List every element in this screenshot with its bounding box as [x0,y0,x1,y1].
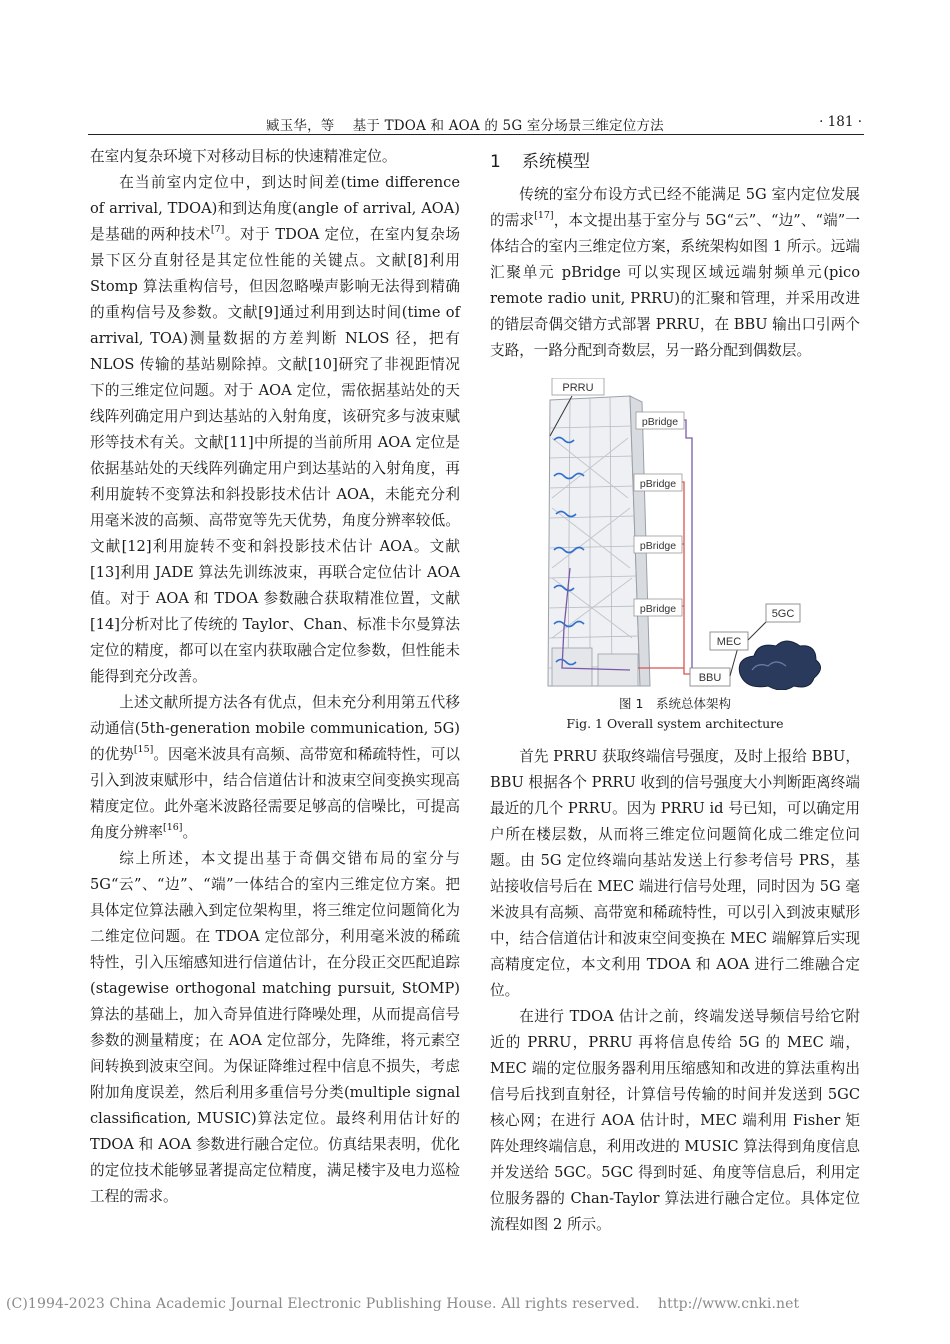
figure-1 [490,378,860,690]
paragraph-tdoa-aoa-estimation: 在进行 TDOA 估计之前，终端发送导频信号给它附近的 PRRU，PRRU 再将信息传给 5G 的 MEC 端，MEC 端的定位服务器利用压缩感知和改进的算法重构出信号后找到直射径，计算信号传输的时间并发送到 5GC 核心网；在进行 AOA 估计时，MEC 端利用 Fisher 矩阵处理终端信息，利用改进的 MUSIC 算法得到角度信息并发送给 5GC。5GC 得到时延、角度等信息后，利用定位服务器的 Chan-Taylor 算法进行融合定位。具体定位流程如图 2 所示。 [490,1008,860,1233]
right-column [490,144,860,1238]
citation-ref: [16] [162,822,183,834]
section-title: 系统模型 [522,152,590,172]
text-run: 。对于 TDOA 定位，在室内复杂场景下区分直射径是其定位性能的关键点。文献[8]利用 Stomp 算法重构信号，但因忽略噪声影响无法得到精确的重构信号及参数。文献[9]通过利用到达时间(time of arrival, TOA)测量数据的方差判断 NLOS 径，把有 NLOS 传输的基站剔除掉。文献[10]研究了非视距情况下的三维定位问题。对于 AOA 定位，需依据基站处的天线阵列确定用户到达基站的入射角度，该研究多与波束赋形等技术有关。文献[11]中所提的当前所用 AOA 定位是依据基站处的天线阵列确定用户到达基站的入射角度，再利用旋转不变算法和斜投影技术估计 AOA，未能充分利用毫米波的高频、高带宽等先天优势，角度分辨率较低。文献[12]利用旋转不变和斜投影技术估计 AOA。文献[13]利用 JADE 算法先训练波束，再联合定位估计 AOA 值。对于 AOA 和 TDOA 参数融合获取精准位置，文献[14]分析对比了传统的 Taylor、Chan、标准卡尔曼算法定位的精度，都可以在室内获取融合定位参数，但性能未能得到充分改善。 [90,226,460,685]
text-run: 上述文献所提方法各有优点，但未充分利用第五代移动通信(5th-generation mobile communication, 5G)的优势 [90,694,460,763]
pbridge-label-4: pBridge [639,603,677,615]
section-heading [490,150,860,174]
core-network-label: 5GC [771,608,795,620]
footer-url: http://www.cnki.net [658,1296,800,1312]
running-header [88,112,864,135]
pbridge-label-3: pBridge [639,540,677,552]
left-column [90,144,460,1210]
text-run: ，本文提出基于室分与 5G“云”、“边”、“端”一体结合的室内三维定位方案，系统架构如图 1 所示。远端汇聚单元 pBridge 可以实现区域远端射频单元(pico remote radio unit, PRRU)的汇聚和管理，并采用改进的错层奇偶交错方式部署 PRRU，在 BBU 输出口引两个支路，一路分配到奇数层，另一路分配到偶数层。 [490,212,860,359]
cloud-icon [739,641,820,690]
paragraph-summary: 综上所述，本文提出基于奇偶交错布局的室分与 5G“云”、“边”、“端”一体结合的室内三维定位方案。把具体定位算法融入到定位架构里，将三维定位问题简化为二维定位问题。在 TDOA 定位部分，利用毫米波的稀疏特性，引入压缩感知进行信道估计，在分段正交匹配追踪(stagewise orthogonal matching pursuit, StOMP)算法的基础上，加入奇异值进行降噪处理，从而提高信号参数的测量精度；在 AOA 定位部分，先降维，将元素空间转换到波束空间。为保证降维过程中信息不损失，考虑附加角度误差，然后利用多重信号分类(multiple signal classification, MUSIC)算法定位。最终利用估计好的 TDOA 和 AOA 参数进行融合定位。仿真结果表明，优化的定位技术能够显著提高定位精度，满足楼宇及电力巡检工程的需求。 [90,850,460,1205]
text-run: 。 [182,824,198,841]
paragraph-continued: 在室内复杂环境下对移动目标的快速精准定位。 [90,148,397,165]
page-number: · 181 · [819,114,862,130]
citation-ref: [15] [133,744,154,756]
text-run: 传统的室分布设方式已经不能满足 5G 室内定位发展的需求 [490,186,860,229]
running-title: 臧玉华，等 基于 TDOA 和 AOA 的 5G 室分场景三维定位方法 [266,118,664,134]
text-run: 。因毫米波具有高频、高带宽和稀疏特性，可以引入到波束赋形中，结合信道估计和波束空间变换实现高精度定位。此外毫米波路径需要足够高的信噪比，可提高角度分辨率 [90,746,460,841]
section-number: 1 [490,152,501,172]
citation-ref: [7] [210,224,225,236]
paragraph-system-model [490,182,860,364]
page-footer [6,1296,944,1312]
figure-caption-cn: 图 1 系统总体架构 [619,696,731,711]
pbridge-label-2: pBridge [639,478,677,490]
bbu-label: BBU [698,672,722,684]
copyright-notice: (C)1994-2023 China Academic Journal Electronic Publishing House. All rights reserved. [6,1296,640,1312]
text-run: 在当前室内定位中，到达时间差(time difference of arrival, TDOA)和到达角度(angle of arrival, AOA)是基础的两种技术 [90,174,460,243]
citation-ref: [17] [534,210,554,222]
paragraph-related-work [90,170,460,690]
paragraph-5g-advantage [90,690,460,846]
figure-caption-en: Fig. 1 Overall system architecture [566,716,784,731]
mec-label: MEC [716,636,742,648]
paragraph-positioning-flow: 首先 PRRU 获取终端信号强度，及时上报给 BBU，BBU 根据各个 PRRU 收到的信号强度大小判断距离终端最近的几个 PRRU。因为 PRRU id 号已知，可以确定用户所在楼层数，从而将三维定位问题简化成二维定位问题。由 5G 定位终端向基站发送上行参考信号 PRS，基站接收信号后在 MEC 端进行信号处理，同时因为 5G 毫米波具有高频、高带宽和稀疏特性，可以引入到波束赋形中，结合信道估计和波束空间变换在 MEC 端解算后实现高精度定位，本文利用 TDOA 和 AOA 进行二维融合定位。 [490,748,860,999]
architecture-diagram [490,378,860,690]
prru-label: PRRU [562,382,594,394]
pbridge-label-1: pBridge [641,416,679,428]
